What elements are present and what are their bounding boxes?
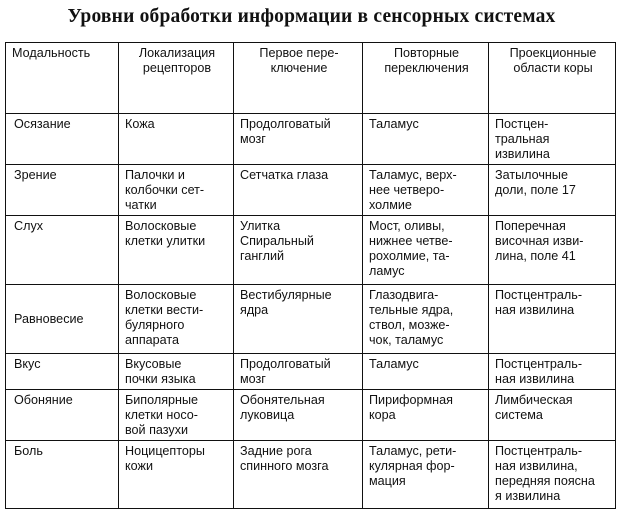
cell-first-switch: Вестибулярные ядра: [234, 285, 363, 354]
page-title: Уровни обработки информации в сенсорных системах: [67, 6, 556, 27]
cell-receptors: Волосковые клетки вести- булярного аппарата: [119, 285, 234, 354]
cell-first-switch: Задние рога спинного мозга: [234, 441, 363, 509]
cell-modality: Осязание: [6, 114, 119, 165]
table-row: [6, 165, 616, 216]
cell-receptors: Кожа: [119, 114, 234, 165]
cell-modality: Боль: [6, 441, 119, 509]
cell-repeat-switch: Таламус: [363, 354, 489, 390]
table-row: [6, 285, 616, 354]
cell-cortex: Постцентраль- ная извилина, передняя поясна я извилина: [489, 441, 616, 509]
table-row: [6, 354, 616, 390]
cell-cortex: Постцентраль- ная извилина: [489, 285, 616, 354]
cell-receptors: Волосковые клетки улитки: [119, 216, 234, 285]
table-row: [6, 441, 616, 509]
cell-modality: Вкус: [6, 354, 119, 390]
sensory-levels-table: [5, 42, 616, 509]
cell-repeat-switch: Таламус, рети- кулярная фор- мация: [363, 441, 489, 509]
cell-modality: Зрение: [6, 165, 119, 216]
cell-modality: Равновесие: [6, 285, 119, 354]
cell-repeat-switch: Глазодвига- тельные ядра, ствол, мозже- чок, таламус: [363, 285, 489, 354]
cell-first-switch: Сетчатка глаза: [234, 165, 363, 216]
header-first-switch: Первое пере- ключение: [234, 43, 363, 114]
header-modality: Модальность: [6, 43, 119, 114]
cell-first-switch: Продолговатый мозг: [234, 354, 363, 390]
cell-cortex: Постцен- тральная извилина: [489, 114, 616, 165]
cell-first-switch: Продолговатый мозг: [234, 114, 363, 165]
cell-repeat-switch: Таламус, верх- нее четверо- холмие: [363, 165, 489, 216]
cell-modality: Обоняние: [6, 390, 119, 441]
header-repeat-switch: Повторные переключения: [363, 43, 489, 114]
cell-modality: Слух: [6, 216, 119, 285]
cell-receptors: Биполярные клетки носо- вой пазухи: [119, 390, 234, 441]
cell-cortex: Лимбическая система: [489, 390, 616, 441]
header-receptors: Локализация рецепторов: [119, 43, 234, 114]
cell-receptors: Ноцицепторы кожи: [119, 441, 234, 509]
cell-repeat-switch: Мост, оливы, нижнее четве- рохолмие, та- ламус: [363, 216, 489, 285]
cell-first-switch: Обонятельная луковица: [234, 390, 363, 441]
cell-cortex: Постцентраль- ная извилина: [489, 354, 616, 390]
cell-cortex: Затылочные доли, поле 17: [489, 165, 616, 216]
cell-receptors: Вкусовые почки языка: [119, 354, 234, 390]
cell-first-switch: Улитка Спиральный ганглий: [234, 216, 363, 285]
table-row: [6, 114, 616, 165]
cell-repeat-switch: Таламус: [363, 114, 489, 165]
cell-repeat-switch: Пириформная кора: [363, 390, 489, 441]
cell-cortex: Поперечная височная изви- лина, поле 41: [489, 216, 616, 285]
table-header-row: [6, 43, 616, 114]
header-cortex: Проекционные области коры: [489, 43, 616, 114]
table-row: [6, 216, 616, 285]
cell-receptors: Палочки и колбочки сет- чатки: [119, 165, 234, 216]
table-row: [6, 390, 616, 441]
